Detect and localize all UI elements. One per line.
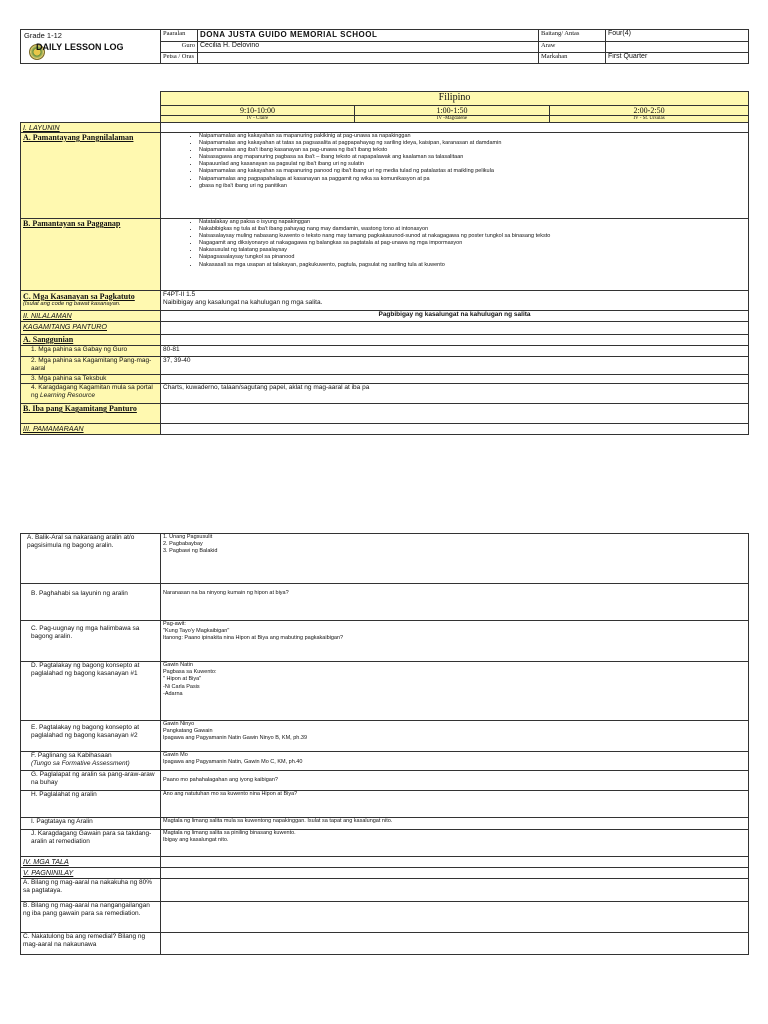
pagganap-label: B. Pamantayan sa Pagganap	[21, 219, 161, 291]
list-item: • Napauunlad ang kasanayan sa pagsulat ng iba't ibang uri ng sulatin	[199, 161, 746, 168]
pagganap-list	[163, 219, 746, 269]
time-slot: 2:00-2:50	[550, 106, 749, 116]
list-item: • Naipagsasalaysay tungkol sa pinanood	[199, 254, 746, 261]
list-item: • Natatalakay ang paksa o isyung napakinggan	[199, 219, 746, 226]
row-line: Gawin Mo	[163, 752, 188, 758]
formative-text: (Tungo sa Formative Assessment)	[31, 760, 130, 768]
pangnilalaman-label: A. Pamantayang Pangnilalaman	[21, 133, 161, 219]
nilay-row-b	[21, 902, 161, 933]
list-item: • gbasa ng iba't ibang uri ng panitikan	[199, 183, 746, 190]
row-line: Ano ang natutuhan mo sa kuwento nina Hipon at Biya?	[163, 791, 298, 797]
paglalapat-label: G. Paglalapat ng aralin sa pang-araw-araw na buhay	[21, 771, 161, 791]
row-line: Pagbasa sa Kuwento:	[163, 669, 217, 676]
pagtataya-label: I. Pagtataya ng Aralin	[21, 818, 161, 830]
row-line: Ipagawa ang Pagyamanin Natin, Gawin Mo C, KM, ph.40	[163, 759, 303, 766]
row-line: Itanong: Paano ipinakita nina Hipon at Biya ang mabuting pagkakaibigan?	[163, 635, 344, 642]
nilay-row-a	[21, 879, 161, 902]
pagtalakay-2-label: E. Pagtalakay ng bagong konsepto at paglalahad ng bagong kasanayan #2	[21, 721, 161, 752]
karagdagang-gawain-label: J. Karagdagang Gawain para sa takdang-aralin at remediation	[21, 830, 161, 857]
list-item: • Nakabibigkas ng tula at iba't ibang pahayag nang may damdamin, wastong tono at intonasyon	[199, 226, 746, 233]
karagdagang-value: Charts, kuwaderno, talaan/sagutang papel, aklat ng mag-aaral at iba pa	[161, 384, 749, 404]
day-value	[606, 42, 749, 53]
field-label: Markahan	[539, 53, 606, 64]
row-line: Ibigay ang kasalungat nito.	[163, 837, 229, 844]
list-item: • Naipamamalas ang kakayahan at tatas sa pagsasalita at pagpapahayag ng sariling ideya, kaisipan, karanasan at damdamin	[199, 140, 746, 147]
row-line: 1. Unang Pagsusulit	[163, 534, 213, 540]
field-label: Guro	[161, 42, 198, 53]
teacher-name: Cecilia H. Delovino	[198, 42, 539, 53]
lesson-plan-table-1	[20, 91, 749, 435]
row-letter: C.	[23, 933, 30, 940]
row-line: 2. Pagbabaybay	[163, 541, 203, 548]
grade-label: Grade 1-12	[24, 31, 62, 40]
pamamaraan-heading: III. PAMAMARAAN	[21, 424, 161, 435]
learning-resource-text: Learning Resource	[40, 392, 95, 400]
row-line: Gawin Ninyo	[163, 721, 195, 727]
kasanayan-label: C. Mga Kasanayan sa Pagkatuto	[23, 292, 135, 301]
list-item: • Nagagamit ang diksiyonaryo at nakagagawa ng balangkas sa pagtatala at pag-unawa ng mga impormasyon	[199, 240, 746, 247]
kasanayan-code: F4PT-II 1.5	[163, 291, 196, 298]
pagtalakay-1-label: D. Pagtalakay ng bagong konsepto at paglalahad ng bagong kasanayan #1	[21, 662, 161, 721]
section-name: IV -Magdalene	[355, 116, 550, 123]
grade-log-cell	[21, 30, 161, 64]
header-table	[20, 29, 749, 64]
row-text: Bilang ng mag-aaral na nakakuha ng 80% sa pagtataya.	[23, 879, 153, 895]
kagamitang-value: 37, 39-40	[161, 357, 749, 375]
row-line: Pangkatang Gawain	[163, 728, 213, 735]
row-line: Pag-awit:	[163, 621, 186, 627]
nilalaman-value: Pagbibigay ng kasalungat na kahulugan ng salita	[161, 311, 749, 322]
kagamitang-heading: KAGAMITANG PANTURO	[21, 322, 161, 335]
pangnilalaman-list	[163, 133, 746, 190]
row-line: -Ni Carla Pasis	[163, 683, 200, 690]
subject-title: Filipino	[161, 92, 749, 106]
row-line: 3. Pagbawi ng Balakid	[163, 548, 218, 555]
karagdagang-label	[21, 384, 161, 404]
sanggunian-heading: A. Sanggunian	[21, 335, 161, 346]
teksbuk-label: 3. Mga pahina sa Teksbuk	[21, 375, 161, 384]
nilalaman-heading: II. NILALAMAN	[21, 311, 161, 322]
field-label: Araw	[539, 42, 606, 53]
list-item: • Naipamamalas ang pagpapahalaga at kasanayan sa paggamit ng wika sa komunikasyon at pa	[199, 176, 746, 183]
date-value	[198, 53, 539, 64]
paglinang-label	[21, 752, 161, 771]
layunin-heading: I. LAYUNIN	[21, 123, 161, 133]
log-title: DAILY LESSON LOG	[36, 42, 124, 52]
gabay-value: 80-81	[161, 346, 749, 357]
row-line: Magtala ng limang salita sa piniling binasang kuwento.	[163, 830, 296, 836]
field-label: Baitang/ Antas	[539, 30, 606, 42]
iba-pang-label: B. Iba pang Kagamitang Panturo	[21, 404, 161, 424]
grade-value: Four(4)	[606, 30, 749, 42]
section-name: IV - Claire	[161, 116, 355, 123]
lesson-plan-table-2	[20, 533, 749, 955]
field-label: Petsa / Oras	[161, 53, 198, 64]
row-line: Paano mo pahahalagahan ang iyong kaibigan?	[163, 777, 278, 783]
kagamitang-label: 2. Mga pahina sa Kagamitang Pang-mag-aaral	[21, 357, 161, 375]
row-text: Bilang ng mag-aaral na nangangailangan ng iba pang gawain para sa remediation.	[23, 902, 150, 918]
nilay-row-c	[21, 933, 161, 955]
list-item: • Naisasalaysay muling nabasang kuwento o teksto nang may tamang pagkakasunod-sunod at nakagagawa ng poster tungkol sa binasang teksto	[199, 233, 746, 240]
balik-aral-label: A. Balik-Aral sa nakaraang aralin at/o pagsisimula ng bagong aralin.	[21, 534, 161, 584]
paglalahat-label: H. Paglalahat ng aralin	[21, 791, 161, 818]
list-item: • Naipamamalas ang kakayahan sa mapanuring panood ng iba't ibang uri ng media tulad ng patalastas at maikling pelikula	[199, 168, 746, 175]
kasanayan-cell	[21, 291, 161, 311]
list-item: • Naisasagawa ang mapanuring pagbasa sa iba't – ibang teksto at napapalawak ang kaalaman sa talasalitaan	[199, 154, 746, 161]
time-slot: 9:10-10:00	[161, 106, 355, 116]
paglinang-text: F. Paglinang sa Kabihasaan	[31, 752, 112, 759]
row-line: Naranasan na ba ninyong kumain ng hipon at biya?	[163, 590, 289, 596]
row-letter: A.	[23, 879, 30, 886]
list-item: • Nakasusulat ng talatang pasalaysay	[199, 247, 746, 254]
row-letter: B.	[23, 902, 30, 909]
list-item: • Nakasasali sa mga usapan at talakayan, pagkukuwento, pagtula, pagsulat ng sariling tula at kuwento	[199, 262, 746, 269]
quarter-value: First Quarter	[606, 53, 749, 64]
row-line: "Kung Tayo'y Magkaibigan"	[163, 628, 230, 635]
row-text: Nakatulong ba ang remedial? Bilang ng mag-aaral na nakaunawa	[23, 933, 146, 949]
karagdagang-label-text: 4. Karagdagang Kagamitan mula sa portal ng	[31, 384, 153, 400]
kasanayan-text: Naibibigay ang kasalungat na kahulugan ng mga salita.	[163, 299, 323, 307]
row-line: Magtala ng limang salita mula sa kuwentong napakinggan. Isulat sa tapat ang kasalungat nito.	[163, 818, 393, 824]
row-line: Gawin Natin	[163, 662, 193, 668]
row-line: " Hipon at Biya"	[163, 676, 202, 683]
section-name: IV - St. Ursulas	[550, 116, 749, 123]
field-label: Paaralan	[161, 30, 198, 42]
pag-uugnay-label: C. Pag-uugnay ng mga halimbawa sa bagong aralin.	[21, 621, 161, 662]
row-line: Ipagawa ang Pagyamanin Natin Gawin Ninyo B, KM, ph.39	[163, 735, 307, 742]
pagninilay-heading: V. PAGNINILAY	[21, 868, 161, 879]
list-item: • Naipamamalas ang iba't ibang kasanayan sa pag-unawa ng iba't ibang teksto	[199, 147, 746, 154]
kasanayan-sub: (Isulat ang code ng bawat kasanayan.	[23, 301, 121, 307]
gabay-label: 1. Mga pahina sa Gabay ng Guro	[21, 346, 161, 357]
time-slot: 1:00-1:50	[355, 106, 550, 116]
row-line: -Adarna	[163, 690, 183, 697]
paghahabi-label: B. Paghahabi sa layunin ng aralin	[21, 584, 161, 621]
mga-tala-heading: IV. MGA TALA	[21, 857, 161, 868]
school-name: DONA JUSTA GUIDO MEMORIAL SCHOOL	[198, 30, 539, 42]
list-item: • Naipamamalas ang kakayahan sa mapanuring pakikinig at pag-unawa sa napakinggan	[199, 133, 746, 140]
